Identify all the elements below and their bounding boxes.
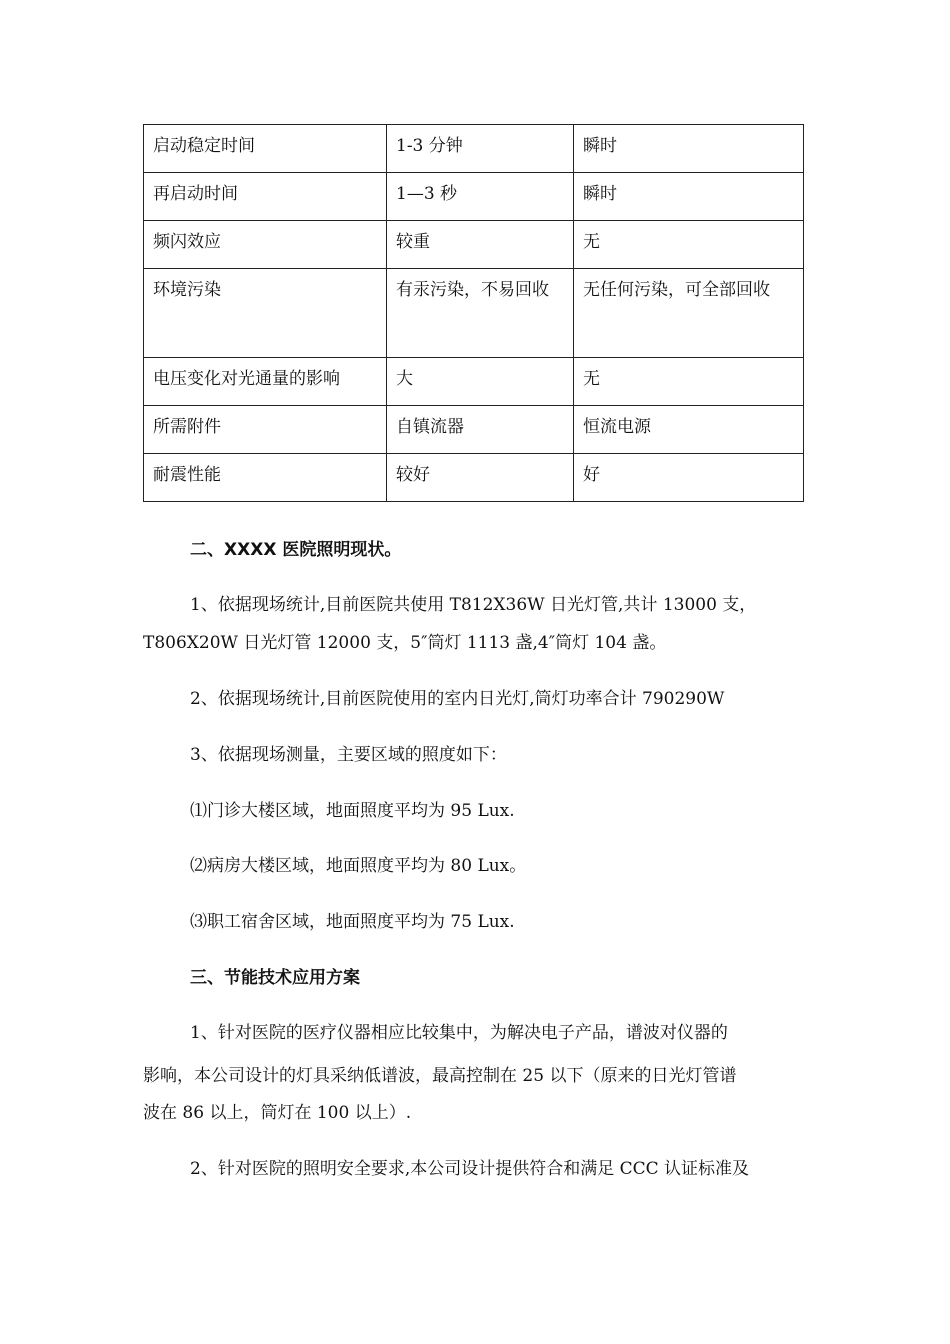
paragraph-line: 波在 86 以上，筒灯在 100 以上）. (143, 1103, 412, 1123)
table-cell: 较重 (387, 221, 574, 269)
paragraph-line: 2、针对医院的照明安全要求,本公司设计提供符合和满足 CCC 认证标准及 (190, 1159, 750, 1179)
table-cell: 电压变化对光通量的影响 (144, 358, 387, 406)
table-row (144, 269, 804, 358)
comparison-table (143, 124, 804, 502)
table-cell: 自镇流器 (387, 406, 574, 454)
table-cell: 好 (574, 454, 804, 502)
table-cell: 启动稳定时间 (144, 125, 387, 173)
table-cell: 无 (574, 358, 804, 406)
list-item: ⑴门诊大楼区域，地面照度平均为 95 Lux. (190, 801, 515, 821)
section-heading: 二、XXXX 医院照明现状。 (190, 540, 402, 560)
table-cell: 瞬时 (574, 125, 804, 173)
table-cell: 有汞污染，不易回收 (387, 269, 574, 358)
paragraph-line: 2、依据现场统计,目前医院使用的室内日光灯,筒灯功率合计 790290W (190, 689, 725, 709)
table-row (144, 173, 804, 221)
table-cell: 1—3 秒 (387, 173, 574, 221)
paragraph-line: 1、依据现场统计,目前医院共使用 T812X36W 日光灯管,共计 13000 支， (190, 595, 757, 615)
paragraph-line: 1、针对医院的医疗仪器相应比较集中，为解决电子产品，谱波对仪器的 (190, 1023, 728, 1043)
list-item: ⑶职工宿舍区域，地面照度平均为 75 Lux. (190, 912, 515, 932)
table-row (144, 125, 804, 173)
paragraph-line: T806X20W 日光灯管 12000 支，5″筒灯 1113 盏,4″筒灯 104 盏。 (143, 633, 667, 653)
table-cell: 大 (387, 358, 574, 406)
table-cell: 环境污染 (144, 269, 387, 358)
table-cell: 恒流电源 (574, 406, 804, 454)
table-cell: 较好 (387, 454, 574, 502)
table-row (144, 454, 804, 502)
table-cell: 所需附件 (144, 406, 387, 454)
table-cell: 再启动时间 (144, 173, 387, 221)
table-cell: 瞬时 (574, 173, 804, 221)
table-row (144, 221, 804, 269)
list-item: ⑵病房大楼区域，地面照度平均为 80 Lux。 (190, 856, 527, 876)
table-cell: 1-3 分钟 (387, 125, 574, 173)
paragraph-line: 影响，本公司设计的灯具采纳低谱波，最高控制在 25 以下（原来的日光灯管谱 (143, 1066, 737, 1086)
table-row (144, 358, 804, 406)
table-cell: 无 (574, 221, 804, 269)
paragraph-line: 3、依据现场测量，主要区域的照度如下： (190, 745, 507, 765)
table-cell: 无任何污染，可全部回收 (574, 269, 804, 358)
table-cell: 耐震性能 (144, 454, 387, 502)
table-cell: 频闪效应 (144, 221, 387, 269)
table-row (144, 406, 804, 454)
section-heading: 三、节能技术应用方案 (190, 968, 360, 988)
